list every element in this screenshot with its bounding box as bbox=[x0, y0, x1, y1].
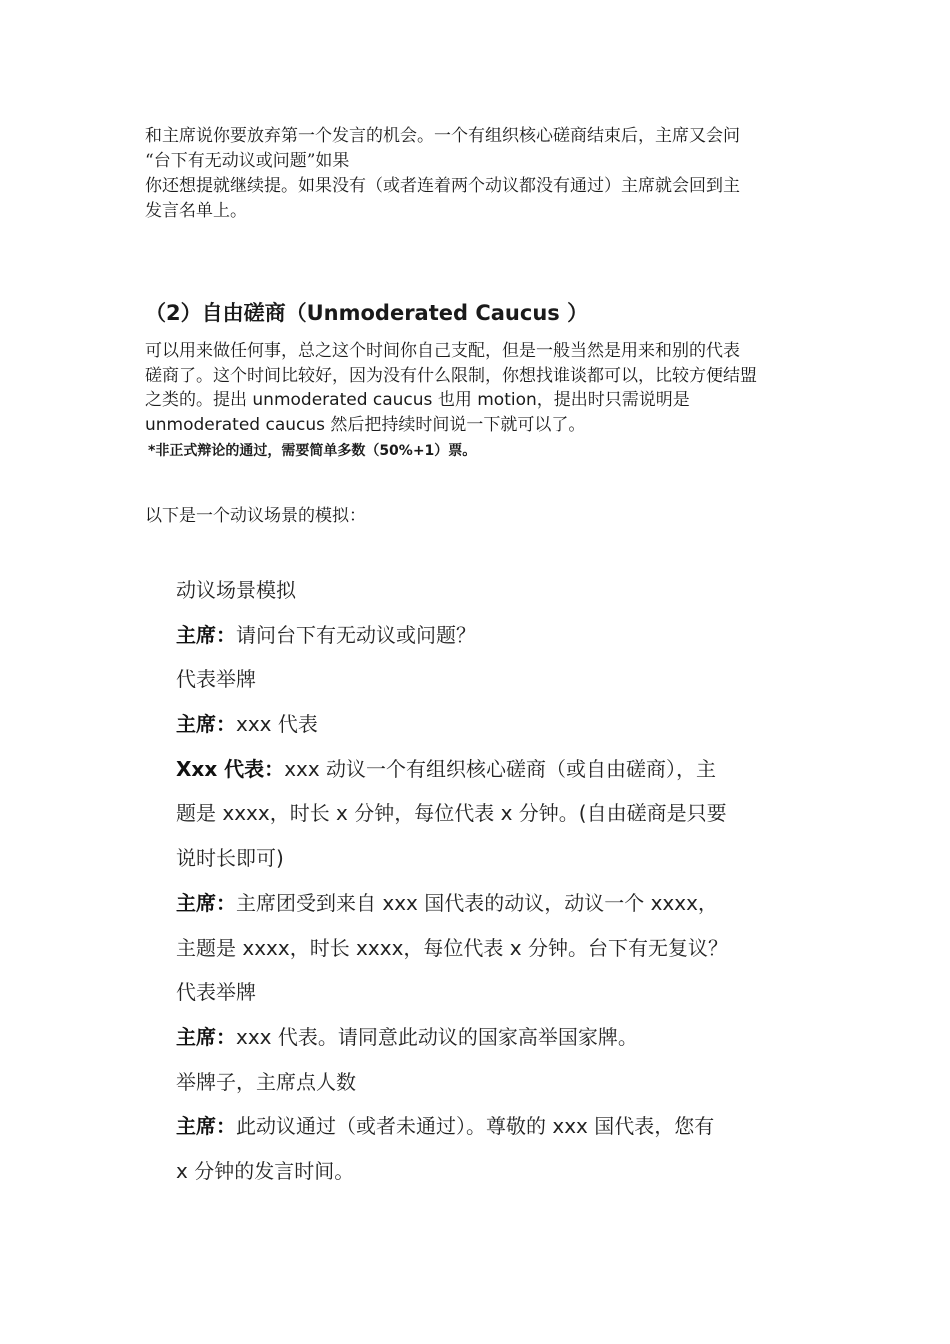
scenario-line bbox=[176, 1017, 796, 1062]
scenario-line bbox=[176, 615, 796, 660]
speaker-label: 主席： bbox=[176, 1114, 236, 1139]
text-line: 你还想提就继续提。如果没有（或者连着两个动议都没有通过）主席就会回到主 bbox=[145, 176, 740, 196]
text-fragment: 然后把持续时间说一下就可以了。 bbox=[325, 414, 586, 435]
term-unmoderated-caucus: unmoderated caucus bbox=[145, 414, 326, 435]
speaker-label: 主席： bbox=[176, 890, 236, 915]
scenario-line bbox=[176, 749, 796, 794]
speech-text: xxx 代表 bbox=[236, 712, 318, 737]
voting-note: *非正式辩论的通过，需要简单多数（50%+1）票。 bbox=[148, 443, 477, 459]
scenario-line bbox=[176, 704, 796, 749]
speaker-label: 主席： bbox=[176, 712, 236, 737]
term-unmoderated-caucus: unmoderated caucus bbox=[252, 390, 433, 410]
text-line: 发言名单上。 bbox=[145, 201, 247, 221]
scenario-title: 动议场景模拟 bbox=[176, 578, 296, 602]
scenario-line: x 分钟的发言时间。 bbox=[176, 1158, 355, 1183]
scenario-line: 说时长即可) bbox=[176, 846, 284, 871]
paragraph-unmoderated-caucus bbox=[145, 339, 825, 437]
scenario-line: 代表举牌 bbox=[176, 667, 256, 692]
speech-text: 请问台下有无动议或问题？ bbox=[236, 622, 476, 647]
scenario-line: 主题是 xxxx，时长 xxxx，每位代表 x 分钟。台下有无复议？ bbox=[176, 935, 728, 960]
text-line: 可以用来做任何事，总之这个时间你自己支配，但是一般当然是用来和别的代表 bbox=[145, 341, 740, 361]
scenario-intro: 以下是一个动议场景的模拟： bbox=[145, 506, 366, 526]
paragraph-moderated-caucus-end bbox=[145, 124, 815, 224]
speaker-label: 主席： bbox=[176, 1024, 236, 1049]
text-line bbox=[145, 413, 825, 438]
text-fragment: 之类的。提出 bbox=[145, 390, 253, 410]
speech-text: xxx 代表。请同意此动议的国家高举国家牌。 bbox=[236, 1024, 638, 1049]
motion-scenario-image bbox=[176, 570, 796, 1196]
scenario-line: 题是 xxxx，时长 x 分钟，每位代表 x 分钟。(自由磋商是只要 bbox=[176, 801, 727, 826]
term-motion: motion bbox=[477, 390, 537, 410]
text-line bbox=[145, 388, 825, 413]
text-line: “台下有无动议或问题”如果 bbox=[145, 151, 350, 171]
speaker-label: Xxx 代表： bbox=[176, 756, 285, 781]
scenario-line: 举牌子，主席点人数 bbox=[176, 1069, 356, 1094]
speech-text: 此动议通过（或者未通过）。尊敬的 xxx 国代表，您有 bbox=[236, 1114, 715, 1139]
text-line: 和主席说你要放弃第一个发言的机会。一个有组织核心磋商结束后，主席又会问 bbox=[145, 126, 740, 146]
scenario-line bbox=[176, 1106, 796, 1151]
section-heading-unmoderated-caucus: （2）自由磋商（Unmoderated Caucus ） bbox=[145, 301, 589, 325]
text-fragment: ，提出时只需说明是 bbox=[536, 390, 690, 410]
scenario-line: 代表举牌 bbox=[176, 980, 256, 1005]
text-fragment: 也用 bbox=[432, 390, 478, 410]
speech-text: 主席团受到来自 xxx 国代表的动议，动议一个 xxxx， bbox=[236, 890, 718, 915]
scenario-line bbox=[176, 883, 796, 928]
speaker-label: 主席： bbox=[176, 622, 236, 647]
speech-text: xxx 动议一个有组织核心磋商（或自由磋商），主 bbox=[284, 756, 717, 781]
text-line: 磋商了。这个时间比较好，因为没有什么限制，你想找谁谈都可以，比较方便结盟 bbox=[145, 365, 757, 386]
